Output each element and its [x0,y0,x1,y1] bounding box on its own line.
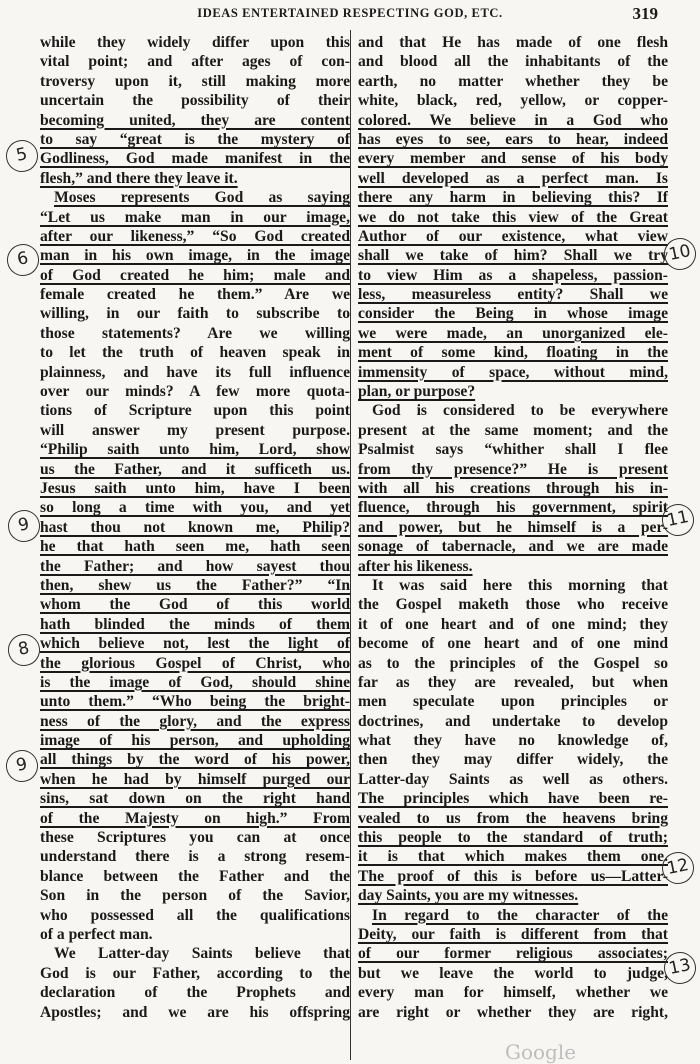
text-line: of our former religious associates; [358,945,668,963]
text-line: Godliness, God made manifest in the [40,150,350,168]
text-line: from thy presence?” He is present [358,460,668,478]
text-line: so long a time with you, and yet [40,499,350,517]
text-line: is the image of God, should shine [40,673,350,691]
text-line: man in his own image, in the image [40,247,350,265]
text-line: over our minds? A few more quota- [40,383,350,401]
text-line: consider the Being in whose image [358,305,668,323]
text-line: declaration of the Prophets and [40,984,350,1002]
text-line: plainness, and have its full influence [40,363,350,381]
text-line: doctrines, and undertake to develop [358,712,668,730]
text-line: to view Him as a shapeless, passion- [358,266,668,284]
text-line: In regard to the character of the [372,906,668,924]
text-line: understand there is a strong resem- [40,848,350,866]
text-line: uncertain the possibility of their [40,92,350,110]
text-line: whom the God of this world [40,596,350,614]
text-line: after our likeness,” “So God created [40,227,350,245]
text-line: plan, or purpose? [358,383,476,401]
margin-annotation: 10 [661,235,699,273]
text-line: then they may differ widely, the [358,751,668,769]
text-line: It was said here this morning that [372,576,668,594]
page-header [0,4,700,26]
left-column [40,33,350,1063]
text-line: these Scriptures you can at once [40,829,350,847]
text-line: “Let us make man in our image, [40,208,350,226]
text-line: but we leave the world to judge, [358,964,668,982]
text-line: The proof of this is before us—Latter- [358,867,668,885]
text-line: the Gospel maketh those who receive [358,596,668,614]
watermark: Google [505,1040,577,1064]
text-line: troversy upon it, still making more [40,72,350,90]
text-line: those statements? Are we willing [40,324,350,342]
text-line: we do not take this view of the Great [358,208,668,226]
running-head: IDEAS ENTERTAINED RESPECTING GOD, ETC. [197,6,503,20]
text-line: while they widely differ upon this [40,34,350,51]
text-line: colored. We believe in a God who [358,111,668,129]
text-line: Author of our existence, what view [358,227,668,245]
text-line: Jesus saith unto him, have I been [40,479,350,497]
text-line: unto them.” “Who being the bright- [40,693,350,711]
text-line: Son in the person of the Savior, [40,887,350,905]
text-line: shall we take of him? Shall we try [358,247,668,265]
text-line: will answer my present purpose. [40,421,350,439]
text-line: day Saints, you are my witnesses. [358,887,579,905]
text-line: Apostles; and we are his offspring [40,1003,350,1021]
margin-annotation: 11 [659,501,697,539]
text-line: vital point; and after ages of con- [40,53,350,71]
text-line: we were made, an unorganized ele- [358,324,668,342]
text-line: ness of the glory, and the express [40,712,350,730]
text-line: as to the principles of the Gospel so [358,654,668,672]
text-line: vealed to us from the heavens bring [358,809,668,827]
margin-annotation: 5 [3,137,41,175]
text-line: he that hath seen me, hath seen [40,538,350,556]
right-column [358,33,668,1063]
text-line: and blood all the inhabitants of the [358,53,668,71]
text-line: female created he them.” Are we [40,286,350,304]
text-line: hast thou not known me, Philip? [40,518,350,536]
text-line: with all his creations through his in- [358,479,668,497]
text-line: far as they are revealed, but when [358,673,668,691]
text-line: which believe not, lest the light of [40,635,350,653]
text-line: fluence, through his government, spirit [358,499,668,517]
text-line: hath blinded the minds of them [40,615,350,633]
text-line: the glorious Gospel of Christ, who [40,654,350,672]
text-line: Latter-day Saints as well as others. [358,770,668,788]
margin-annotation: 6 [4,241,42,279]
text-line: sins, sat down on the right hand [40,790,350,808]
text-line: white, black, red, yellow, or copper- [358,92,668,110]
margin-annotation: 12 [659,849,697,887]
text-line: ment of some kind, floating in the [358,344,668,362]
text-line: We Latter-day Saints believe that [54,945,350,963]
text-line: what they have no knowledge of, [358,732,668,750]
column-divider [350,30,351,1060]
text-line: men speculate upon principles or [358,693,668,711]
text-line: every member and sense of his body [358,150,668,168]
text-line: this people to the standard of truth; [358,829,668,847]
text-line: are right or whether they are right, [358,1003,668,1021]
text-line: all things by the word of his power, [40,751,350,769]
text-line: it of one heart and of one mind; they [358,615,668,633]
text-line: Psalmist says “whither shall I flee [358,441,668,459]
text-line: it is that which makes them one. [358,848,668,866]
text-line: us the Father, and it sufficeth us. [40,460,350,478]
text-line: earth, no matter whether they be [358,72,668,90]
text-line: image of his person, and upholding [40,732,350,750]
margin-annotation: 8 [5,631,43,669]
text-line: and power, but he himself is a per- [358,518,668,536]
text-line: of the Majesty on high.” From [40,809,350,827]
text-line: and that He has made of one flesh [358,34,668,51]
text-line: God is our Father, according to the [40,964,350,982]
text-line: has eyes to see, ears to hear, indeed [358,130,668,148]
text-line: less, measureless entity? Shall we [358,286,668,304]
margin-annotation: 13 [661,949,699,987]
text-line: to say “great is the mystery of [40,130,350,148]
text-line: after his likeness. [358,557,473,575]
margin-annotation: 9 [3,747,41,785]
text-line: The principles which have been re- [358,790,668,808]
text-line: there any harm in believing this? If [358,189,668,207]
text-line: becoming united, they are content [40,111,350,129]
text-line: who possessed all the qualifications [40,906,350,924]
text-line: of God created he him; male and [40,266,350,284]
text-line: willing, in our faith to subscribe to [40,305,350,323]
text-line: flesh,” and there they leave it. [40,169,238,187]
text-line: immensity of space, without mind, [358,363,668,381]
text-line: “Philip saith unto him, Lord, show [40,441,350,459]
text-line: well developed as a perfect man. Is [358,169,668,187]
text-line: Moses represents God as saying [54,189,350,207]
text-line: the Father; and how sayest thou [40,557,350,575]
margin-annotation: 9 [5,507,43,545]
text-line: become of one heart and of one mind [358,635,668,653]
text-line: then, shew us the Father?” “In [40,576,350,594]
text-line: every man for himself, whether we [358,984,668,1002]
text-line: blance between the Father and the [40,867,350,885]
text-line: present at the same moment; and the [358,421,668,439]
text-line: of a perfect man. [40,925,153,943]
text-line: when he had by himself purged our [40,770,350,788]
text-line: God is considered to be everywhere [372,402,668,420]
text-line: tions of Scripture upon this point [40,402,350,420]
text-line: Deity, our faith is different from that [358,925,668,943]
text-line: to let the truth of heaven speak in [40,344,350,362]
text-line: sonage of tabernacle, and we are made [358,538,668,556]
page-number: 319 [632,4,658,23]
